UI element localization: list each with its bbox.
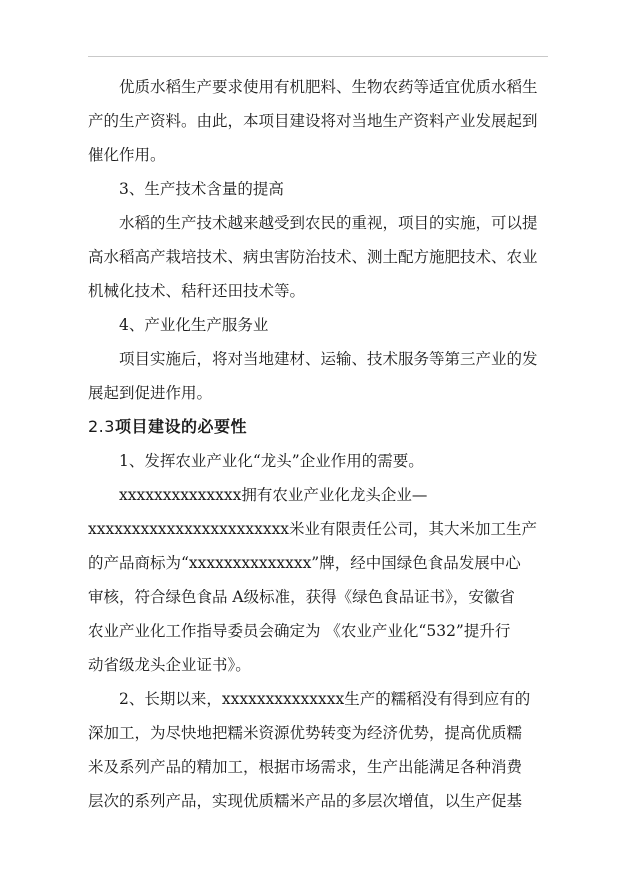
paragraph-line: 的产品商标为“xxxxxxxxxxxxxx”牌，经中国绿色食品发展中心 [88,554,521,572]
paragraph-line: xxxxxxxxxxxxxx拥有农业产业化龙头企业— [119,486,428,504]
section-heading [88,410,548,444]
paragraph-line: 审核，符合绿色食品 A级标准，获得《绿色食品证书》，安徽省 [88,588,515,606]
subheading-service-industry: 4、产业化生产服务业 [119,316,269,334]
paragraph-line: 项目实施后，将对当地建材、运输、技术服务等第三产业的发 [119,350,538,368]
section-number: 2.3 [88,417,115,436]
paragraph-line: xxxxxxxxxxxxxxxxxxxxxxx米业有限责任公司，其大米加工生产 [88,520,538,538]
document-body [88,70,548,818]
subheading-technology: 3、生产技术含量的提高 [119,180,284,198]
paragraph-line: 水稻的生产技术越来越受到农民的重视，项目的实施，可以提 [119,214,538,232]
paragraph-line: 催化作用。 [88,146,166,164]
paragraph-line: 展起到促进作用。 [88,384,213,402]
paragraph-line: 2、长期以来，xxxxxxxxxxxxxx生产的糯稻没有得到应有的 [119,690,531,708]
paragraph-line: 米及系列产品的精加工，根据市场需求，生产出能满足各种消费 [88,758,523,776]
paragraph-line: 动省级龙头企业证书》。 [88,656,251,674]
paragraph-line: 高水稻高产栽培技术、病虫害防治技术、测土配方施肥技术、农业 [88,248,538,266]
paragraph-line: 层次的系列产品，实现优质糯米产品的多层次增值，以生产促基 [88,792,523,810]
paragraph-line: 机械化技术、秸秆还田技术等。 [88,282,306,300]
paragraph-line: 优质水稻生产要求使用有机肥料、生物农药等适宜优质水稻生 [119,78,538,96]
subheading-leading-enterprise: 1、发挥农业产业化“龙头”企业作用的需要。 [119,452,424,470]
paragraph-line: 产的生产资料。由此，本项目建设将对当地生产资料产业发展起到 [88,112,538,130]
paragraph-line: 农业产业化工作指导委员会确定为 《农业产业化“532”提升行 [88,622,511,640]
page-header-rule [88,56,548,57]
paragraph-line: 深加工，为尽快地把糯米资源优势转变为经济优势，提高优质糯 [88,724,523,742]
section-title: 项目建设的必要性 [114,417,247,436]
